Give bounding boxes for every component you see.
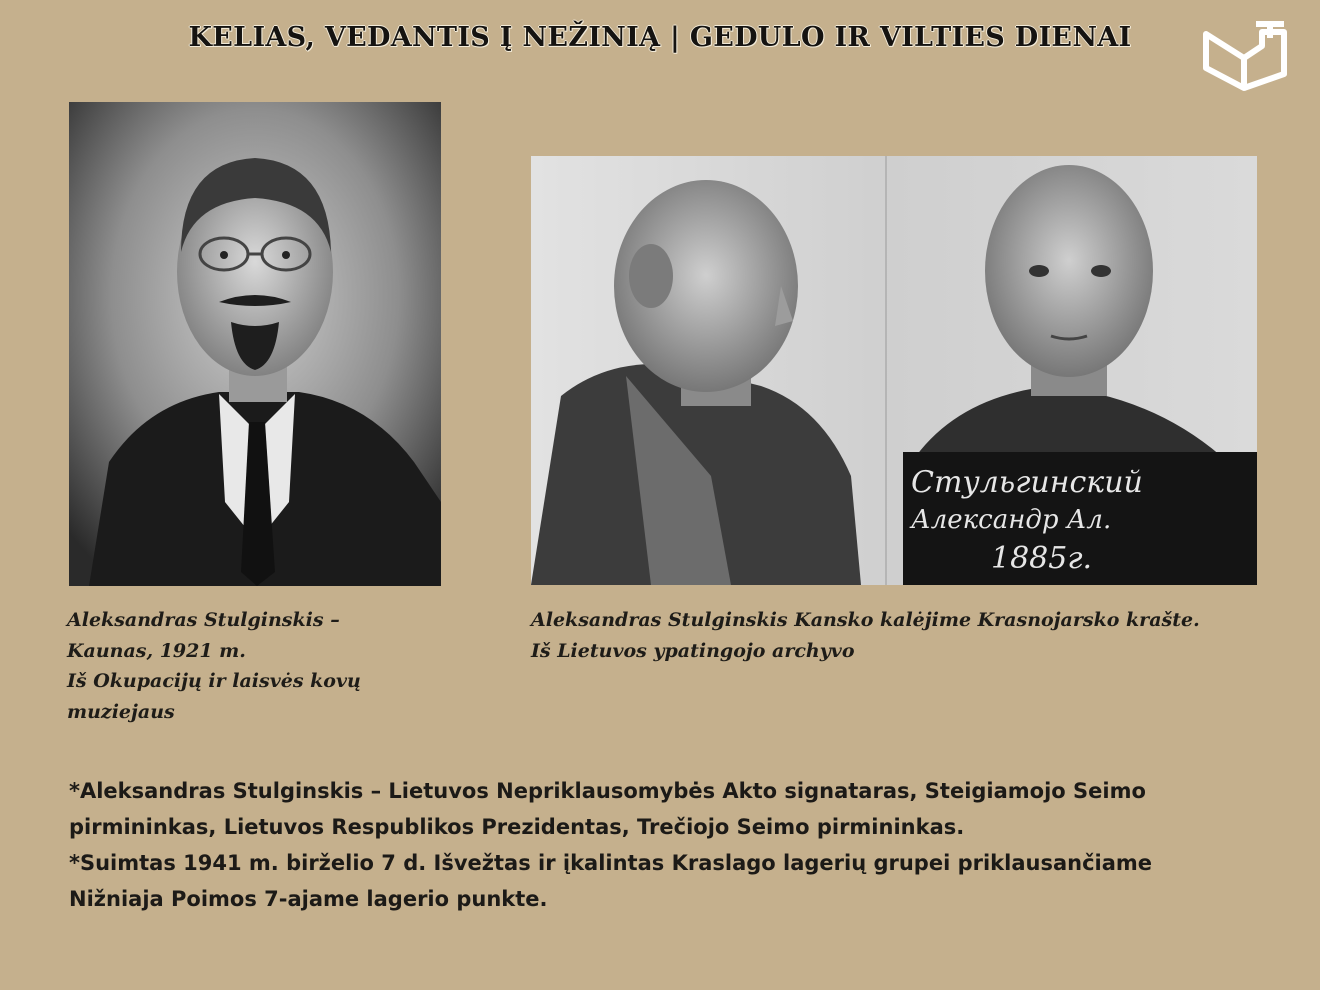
placard-line-2: Александр Ал. (911, 505, 1112, 535)
biography-notes (69, 773, 1289, 917)
note-line: *Aleksandras Stulginskis – Lietuvos Nepriklausomybės Akto signataras, Steigiamojo Seimo (69, 779, 1146, 803)
placard-line-1: Стульгинский (911, 465, 1143, 500)
page-title: KELIAS, VEDANTIS Į NEŽINIĄ | GEDULO IR VILTIES DIENAI (188, 22, 1132, 53)
caption-line: Kaunas, 1921 m. (67, 639, 246, 662)
caption-line: Aleksandras Stulginskis – (67, 609, 340, 631)
left-photo-caption (67, 605, 361, 727)
open-book-logo-icon (1200, 18, 1290, 94)
right-photo-caption (531, 605, 1200, 666)
note-line: Nižniaja Poimos 7-ajame lagerio punkte. (69, 887, 548, 911)
placard-line-3: 1885г. (991, 541, 1093, 576)
note-line: *Suimtas 1941 m. birželio 7 d. Išvežtas ir įkalintas Kraslago lagerių grupei priklausančiame (69, 851, 1153, 875)
caption-line: Aleksandras Stulginskis Kansko kalėjime Krasnojarsko krašte. (531, 609, 1200, 631)
note-line: pirmininkas, Lietuvos Respublikos Prezidentas, Trečiojo Seimo pirmininkas. (69, 815, 965, 839)
prison-mugshot-photo (531, 156, 1257, 585)
caption-line: Iš Lietuvos ypatingojo archyvo (531, 639, 855, 662)
caption-line: muziejaus (67, 700, 175, 723)
caption-line: Iš Okupacijų ir laisvės kovų (67, 670, 361, 692)
portrait-photo (69, 102, 441, 586)
